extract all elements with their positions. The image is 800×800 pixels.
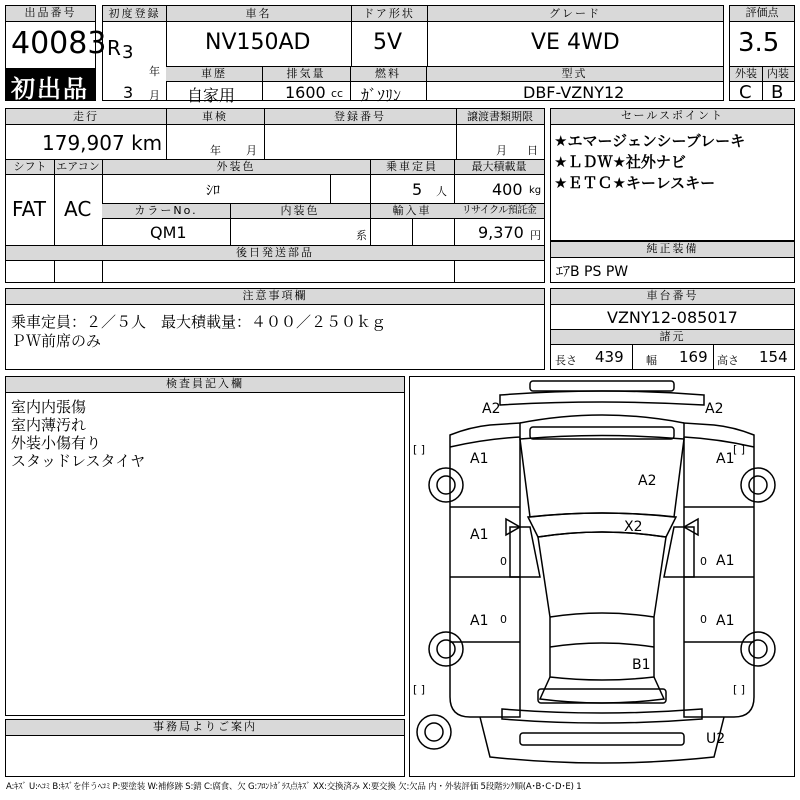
first-listing-text: 初出品: [11, 75, 89, 103]
door-label: ドア形状: [363, 7, 415, 20]
notes-box: [5, 288, 545, 370]
dims-label: 諸元: [551, 329, 794, 345]
notes-label: 注意事項欄: [6, 289, 544, 305]
color: ｼﾛ: [206, 183, 220, 199]
lot-box: [5, 5, 107, 103]
rear-hatch: [540, 677, 664, 703]
cc-unit: cc: [331, 87, 344, 100]
bracket-left-2: [ ]: [413, 683, 426, 696]
model: DBF-VZNY12: [523, 83, 625, 102]
load-label: 最大積載量: [471, 160, 527, 173]
mark-a1-fr: A1: [716, 451, 735, 467]
history-label: 車歴: [201, 67, 227, 80]
car-name: NV150AD: [205, 30, 311, 55]
lot-label: 出品番号: [6, 6, 95, 22]
mileage: 179,907 km: [42, 131, 163, 155]
selling-point-3: ★ＥＴＣ★キーレスキー: [554, 174, 716, 192]
recycle-label: リサイクル預託金: [461, 205, 537, 216]
score-label: 評価点: [730, 6, 794, 22]
shift: FAT: [12, 197, 47, 221]
top-info-box: [102, 5, 724, 105]
lot-number: 40083: [11, 26, 107, 61]
ac-label: エアコン: [56, 160, 100, 173]
fuel-label: 燃料: [375, 67, 401, 80]
rear-bumper-lower: [520, 733, 684, 745]
import-label: 輸入車: [392, 204, 432, 217]
interior-unit: 系: [356, 229, 367, 242]
first-reg-label: 初度登録: [108, 7, 161, 20]
mark-zero-ml: 0: [500, 555, 507, 568]
inspector-line-1: 室内内張傷: [11, 398, 87, 416]
mark-a2-fr: A2: [705, 401, 724, 417]
car-diagram: [410, 377, 794, 776]
roof-line-1: [550, 613, 654, 617]
right-front-window: [664, 527, 694, 577]
recycle-unit: 円: [530, 229, 541, 242]
mark-a1-mr: A1: [716, 553, 735, 569]
wheel-front-left: [429, 468, 463, 502]
ext-score: C: [739, 82, 752, 103]
int-label: 内装: [767, 67, 789, 80]
plate-label: 登録番号: [334, 110, 386, 123]
wheel-rear-right-hub: [749, 640, 767, 658]
notes-line-2: ＰＷ前席のみ: [11, 332, 102, 350]
mark-a2-hood: A2: [638, 473, 657, 489]
mark-a1-rl: A1: [470, 613, 489, 629]
roof-line-2: [550, 643, 654, 647]
width-label: 幅: [646, 354, 657, 367]
wheel-front-left-hub: [437, 476, 455, 494]
year: 3: [122, 42, 134, 63]
width: 169: [679, 348, 708, 366]
office-box: [5, 719, 405, 777]
history: 自家用: [187, 86, 236, 105]
color-label: 外装色: [216, 160, 256, 173]
height: 154: [759, 348, 788, 366]
month-unit: 月: [149, 89, 160, 102]
length-label: 長さ: [555, 354, 577, 367]
selling-point-1: ★エマージェンシーブレーキ: [554, 132, 746, 150]
notes-line-1: 乗車定員：２／５人 最大積載量：４００／２５０ｋｇ: [11, 313, 387, 331]
inspector-box: [5, 376, 405, 716]
hood-front-line: [520, 415, 684, 423]
chassis-label: 車台番号: [551, 289, 794, 305]
door: 5V: [373, 30, 403, 55]
transfer-label: 譲渡書類期限: [467, 110, 533, 123]
ac: AC: [64, 197, 92, 221]
left-front-window: [510, 527, 540, 577]
mark-a1-ml: A1: [470, 527, 489, 543]
transfer-day-unit: 日: [527, 144, 538, 157]
details-box: [5, 108, 545, 283]
rear-panel: [480, 717, 724, 763]
windshield: [528, 513, 676, 537]
displacement-label: 排気量: [286, 67, 326, 80]
front-bumper-top: [530, 381, 674, 391]
color-no: QM1: [150, 223, 187, 242]
genuine-label: 純正装備: [551, 242, 794, 258]
chassis-box: [550, 288, 795, 370]
bracket-left-1: [ ]: [413, 443, 426, 456]
ext-label: 外装: [735, 67, 757, 80]
wheel-rear-left-hub: [437, 640, 455, 658]
interior-color-label: 内装色: [280, 204, 320, 217]
mark-a1-rr: A1: [716, 613, 735, 629]
capacity-label: 乗車定員: [386, 160, 438, 173]
selling-points-box: [550, 108, 795, 241]
color-no-label: カラーNo.: [134, 204, 198, 217]
genuine-box: [550, 241, 795, 283]
model-label: 型式: [561, 67, 588, 80]
transfer-month-unit: 月: [496, 144, 507, 157]
genuine-value: ｴｱB PS PW: [556, 264, 629, 280]
spare-wheel-hub: [425, 723, 443, 741]
wheel-rear-left: [429, 632, 463, 666]
mileage-label: 走行: [73, 110, 99, 123]
height-label: 高さ: [717, 354, 739, 367]
car-diagram-box: [409, 376, 795, 777]
inspector-line-3: 外装小傷有り: [11, 434, 102, 452]
spare-wheel: [417, 715, 451, 749]
inspector-label: 検査員記入欄: [6, 377, 404, 393]
mark-a2-fl: A2: [482, 401, 501, 417]
capacity-unit: 人: [436, 185, 447, 198]
inspector-line-4: スタッドレスタイヤ: [11, 452, 146, 470]
grade-label: グレード: [549, 7, 601, 20]
wheel-rear-right: [741, 632, 775, 666]
insp-year-unit: 年: [210, 144, 221, 157]
bracket-right-2: [ ]: [733, 683, 746, 696]
grade: VE 4WD: [531, 30, 620, 55]
mark-b1-rear: B1: [632, 657, 651, 673]
mark-zero-rr: 0: [700, 613, 707, 626]
selling-point-2: ★ＬＤＷ★社外ナビ: [554, 153, 686, 171]
rear-bumper: [502, 709, 702, 723]
fuel: ｶﾞｿﾘﾝ: [361, 86, 402, 105]
inspector-line-2: 室内薄汚れ: [11, 416, 87, 434]
mark-zero-rl: 0: [500, 613, 507, 626]
load-unit: kg: [529, 185, 542, 196]
later-parts-label: 後日発送部品: [236, 246, 314, 259]
chassis-number: VZNY12-085017: [607, 308, 738, 327]
displacement: 1600: [285, 83, 326, 102]
int-score: B: [771, 82, 784, 103]
front-bumper: [500, 391, 704, 405]
era: R: [107, 36, 121, 60]
wheel-front-right-hub: [749, 476, 767, 494]
office-label: 事務局よりご案内: [6, 720, 404, 736]
month: 3: [123, 83, 134, 102]
score-box: [729, 5, 795, 101]
score: 3.5: [738, 28, 780, 58]
load: 400: [492, 180, 523, 199]
mark-zero-mr: 0: [700, 555, 707, 568]
insp-month-unit: 月: [246, 144, 257, 157]
legend-text: A:ｷｽﾞ U:ﾍｺﾐ B:ｷｽﾞを伴うﾍｺﾐ P:要塗装 W:補修跡 S:錆 C:腐食、欠 G:ﾌﾛﾝﾄｶﾞﾗｽ点ｷｽﾞ XX:交換済み X:要交換 欠:欠品 内・外装評価 5段階ﾗﾝｸ順(A･B･C･D･E) 1: [6, 782, 582, 792]
recycle: 9,370: [478, 223, 524, 242]
front-left-fender: [450, 423, 520, 447]
mark-x2-roof: X2: [624, 519, 643, 535]
mark-u2-bumper: U2: [706, 731, 726, 747]
shift-label: シフト: [13, 160, 47, 173]
capacity: 5: [412, 180, 423, 199]
hood: [520, 436, 684, 518]
selling-points-label: セールスポイント: [551, 109, 794, 125]
length: 439: [595, 348, 624, 366]
car-name-label: 車名: [245, 7, 272, 20]
mark-a1-fl: A1: [470, 451, 489, 467]
first-listing-badge: [6, 68, 95, 103]
inspection-label: 車検: [202, 110, 228, 123]
wheel-front-right: [741, 468, 775, 502]
year-unit: 年: [149, 65, 160, 78]
bracket-right-1: [ ]: [733, 443, 746, 456]
